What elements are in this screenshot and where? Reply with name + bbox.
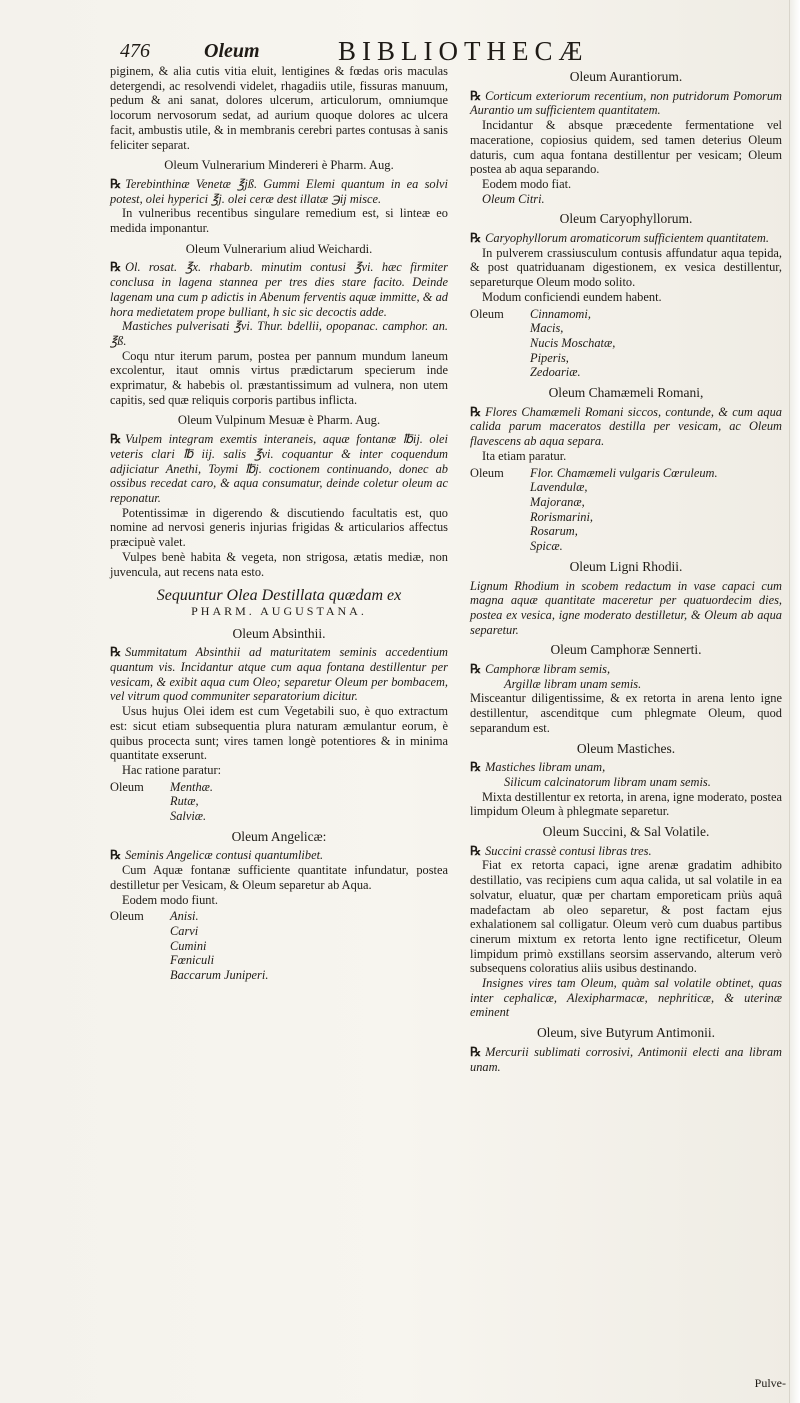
paragraph: Incidantur & absque præcedente fermentatione vel maceratione, copiosius quidem, sed tamen deterius Oleum daturis, cum aqua fontana destillentur per vesicam; Oleum postea ab aqua separando.	[470, 118, 782, 177]
paragraph: In pulverem crassiusculum contusis affundatur aqua tepida, & post quatriduanam digestionem, ex vesica destillentur, separeturque Oleum modo solito.	[470, 245, 782, 290]
recipe-symbol: ℞	[470, 662, 482, 677]
paragraph: Mixta destillentur ex retorta, in arena, igne moderato, postea limpidum Oleum à phlegmate separetur.	[470, 789, 782, 819]
recipe-symbol: ℞	[470, 404, 482, 419]
list-item: Rutæ,	[170, 794, 199, 809]
section-heading: Sequuntur Olea Destillata quædam ex	[156, 587, 402, 605]
section-subheading: PHARM. AUGUSTANA.	[191, 603, 367, 618]
paragraph: Lignum Rhodium in scobem redactum in vase capaci cum magna aquæ quantitate maceretur per quatuordecim dies, postea ex vesica, igne moderato destilletur, & Oleum ab aqua separetur.	[470, 578, 782, 637]
list-item: Rorismarini,	[530, 509, 593, 524]
list-item: Anisi.	[170, 909, 199, 924]
paragraph: Fiat ex retorta capaci, igne arenæ gradatim adhibito destillatio, vas recipiens cum aqua calida, ut sal volatile in ea solvatur, eluatur, quæ per chartam emporeticam priùs aquâ madefactam ab oleo separetur, & post factam ejus exhalationem sal colligatur. Oleum verò cum duabus partibus cinerum mixtum ex retorta lento igne rectificetur, Oleum limpidum primò exstillans seorsim asservando, alterum verò subsequens coloratius aliis usibus destinando.	[470, 858, 782, 976]
recipe-symbol: ℞	[470, 1044, 482, 1059]
recipe-text: ℞ Camphoræ libram semis,	[470, 662, 611, 677]
recipe-symbol: ℞	[110, 260, 122, 275]
recipe-symbol: ℞	[470, 760, 482, 775]
list-item: Flor. Chamæmeli vulgaris Cœruleum.	[530, 465, 718, 480]
recipe-text: Argillæ libram unam semis.	[504, 676, 642, 691]
running-head: Oleum	[204, 40, 260, 62]
list-item: Fœniculi	[170, 953, 215, 968]
paragraph: Misceantur diligentissime, & ex retorta in arena lento igne destillentur, ascenditque cum phlegmate Oleum, quod separandum est.	[470, 691, 782, 735]
recipe-heading: Oleum Aurantiorum.	[569, 69, 683, 84]
recipe-symbol: ℞	[110, 176, 122, 191]
list-item: Cinnamomi,	[530, 306, 591, 321]
paragraph: Insignes vires tam Oleum, quàm sal volatile obtinet, quas inter cephalicæ, Alexipharmacæ, nephriticæ, & uterinæ eminent	[470, 976, 782, 1020]
paragraph: Eodem modo fiat.	[482, 176, 572, 191]
list-item: Carvi	[170, 923, 199, 938]
oil-list	[470, 466, 782, 554]
recipe-heading: Oleum Mastiches.	[576, 740, 676, 756]
recipe-symbol: ℞	[110, 645, 122, 660]
recipe-text: ℞ Succini crassè contusi libras tres.	[470, 843, 652, 858]
recipe-text: ℞ Mercurii sublimati corrosivi, Antimonii electi ana libram unam.	[470, 1044, 782, 1074]
left-column	[110, 64, 448, 985]
recipe-text: Silicum calcinatorum libram unam semis.	[504, 774, 711, 789]
paragraph: Eodem modo fiunt.	[122, 892, 219, 907]
recipe-symbol: ℞	[110, 432, 122, 447]
recipe-heading: Oleum Absinthii.	[232, 625, 326, 641]
recipe-text: Mastiches pulverisati ℥vi. Thur. bdellii, opopanac. camphor. an. ℥ß.	[110, 319, 448, 348]
paragraph: Hac ratione paratur:	[122, 762, 222, 777]
recipe-symbol: ℞	[110, 848, 122, 863]
recipe-heading: Oleum Vulnerarium Mindereri è Pharm. Aug.	[164, 158, 394, 173]
list-item: Macis,	[530, 321, 564, 336]
recipe-heading: Oleum Vulpinum Mesuæ è Pharm. Aug.	[177, 413, 381, 428]
recipe-text: ℞ Seminis Angelicæ contusi quantumlibet.	[110, 848, 324, 863]
recipe-heading: Oleum, sive Butyrum Antimonii.	[536, 1025, 716, 1041]
oil-list	[110, 780, 448, 824]
oil-list	[110, 909, 448, 983]
page-number: 476	[120, 40, 150, 62]
recipe-heading: Oleum Caryophyllorum.	[559, 211, 693, 227]
list-item: Cumini	[170, 938, 207, 953]
list-item: Menthæ.	[170, 779, 214, 794]
page-title: BIBLIOTHECÆ	[338, 36, 589, 66]
recipe-text: ℞ Corticum exteriorum recentium, non putridorum Pomorum Aurantio um sufficientem quantitatem.	[470, 88, 782, 118]
right-column	[470, 64, 782, 1074]
paragraph: Ita etiam paratur.	[482, 448, 567, 463]
list-item: Piperis,	[530, 350, 569, 365]
recipe-heading: Oleum Chamæmeli Romani,	[548, 385, 704, 401]
list-item: Spicæ.	[530, 539, 563, 554]
recipe-symbol: ℞	[470, 231, 482, 246]
paragraph: Modum conficiendi eundem habent.	[482, 289, 662, 304]
list-item: Lavendulæ,	[530, 480, 588, 495]
recipe-heading: Oleum Angelicæ:	[231, 828, 327, 844]
list-item: Baccarum Juniperi.	[170, 968, 269, 983]
page-edge	[789, 0, 800, 1403]
paragraph: piginem, & alia cutis vitia eluit, lentigines & fœdas oris maculas detergendi, ac resolvendi videlet, rhagadiis utile, fissuras manuum, pedum & ani sanat, dolores ulcerum, articulorum, omniumque locorum nervosorum sedat, ad aurium quoque dolores ac ulcera facit, ambustis utile, & in membranis cerebri partes contusas à sanis feliciter separat.	[110, 64, 448, 152]
list-lead: Oleum	[110, 779, 144, 794]
recipe-text: ℞ Flores Chamæmeli Romani siccos, contunde, & cum aqua calida parum maceratos destilla per vesicam, ac Oleum flavescens ab aqua separa.	[470, 404, 782, 449]
list-item: Zedoariæ.	[530, 365, 581, 380]
paragraph: Vulpes benè habita & vegeta, non strigosa, ætatis mediæ, non juvencula, aut recens nata esto.	[110, 549, 448, 579]
oil-list	[470, 307, 782, 381]
paragraph: Coqu ntur iterum parum, postea per pannum mundum laneum excolentur, itaut omnis virtus prædictarum specierum inde exprimatur, & habebis ol. præstantissimum ad vulnera, non utem capitis, sed quæ reliquis corporis partibus inflicta.	[110, 348, 448, 407]
recipe-text: ℞ Terebinthinæ Venetæ ℥jß. Gummi Elemi quantum in ea solvi potest, olei hyperici ℥j. olei ceræ dest illatæ ℈ij misce.	[110, 176, 448, 206]
recipe-heading: Oleum Camphoræ Sennerti.	[550, 642, 702, 658]
catchword: Pulve-	[754, 1376, 786, 1390]
recipe-text: ℞ Summitatum Absinthii ad maturitatem seminis accedentium quantum vis. Incidantur atque cum aqua fontana destillentur per vesicam, & exibit aqua cum Oleo; separetur Oleum per bombacem, vel vitrum quod communiter separatorium dicitur.	[110, 645, 448, 704]
recipe-text: ℞ Ol. rosat. ℥x. rhabarb. minutim contusi ℥vi. hæc firmiter conclusa in lagena stannea per tres dies stare facito. Deinde lagenam una cum p adictis in Abenum ferventis aquæ immitte, & ad hora medietatem prope bulliant, h sic sic decoctis adde.	[110, 260, 448, 319]
recipe-text: ℞ Mastiches libram unam,	[470, 760, 606, 775]
recipe-heading: Oleum Ligni Rhodii.	[569, 558, 683, 574]
list-lead: Oleum	[470, 465, 504, 480]
recipe-text: ℞ Vulpem integram exemtis interaneis, aquæ fontanæ ℔ij. olei veteris clari ℔ iij. salis ℥vi. coquantur & inter coquendum adjiciatur Anethi, Toymi ℔j. coctionem continuando, donec ab ossibus recedat caro, & aqua consumatur, deinde coletur oleum ac reponatur.	[110, 432, 448, 505]
recipe-symbol: ℞	[470, 88, 482, 103]
list-item: Rosarum,	[530, 524, 578, 539]
recipe-symbol: ℞	[470, 843, 482, 858]
paragraph: Usus hujus Olei idem est cum Vegetabili suo, è quo extractum est: sicut etiam subsequentia plura naturam æmulantur eorum, è quibus procecta sunt; vires tamen longè potentiores & in minima quantitate exserunt.	[110, 704, 448, 763]
recipe-heading: Oleum Succini, & Sal Volatile.	[542, 824, 710, 840]
paragraph: In vulneribus recentibus singulare remedium est, si linteæ eo medida imponantur.	[110, 206, 448, 236]
list-item: Nucis Moschatæ,	[530, 335, 616, 350]
paragraph: Oleum Citri.	[482, 191, 545, 206]
list-item: Majoranæ,	[530, 494, 585, 509]
list-lead: Oleum	[110, 909, 144, 924]
list-lead: Oleum	[470, 306, 504, 321]
recipe-heading: Oleum Vulnerarium aliud Weichardi.	[185, 241, 373, 256]
recipe-text: ℞ Caryophyllorum aromaticorum sufficientem quantitatem.	[470, 231, 769, 246]
paragraph: Potentissimæ in digerendo & discutiendo facultatis est, quo nomine ad nervosi generis injurias frigidas & articularios affectus præcipuè valet.	[110, 505, 448, 550]
list-item: Salviæ.	[170, 809, 207, 824]
paragraph: Cum Aquæ fontanæ sufficiente quantitate infundatur, postea destilletur per Vesicam, & Oleum separetur ab Aqua.	[110, 863, 448, 892]
